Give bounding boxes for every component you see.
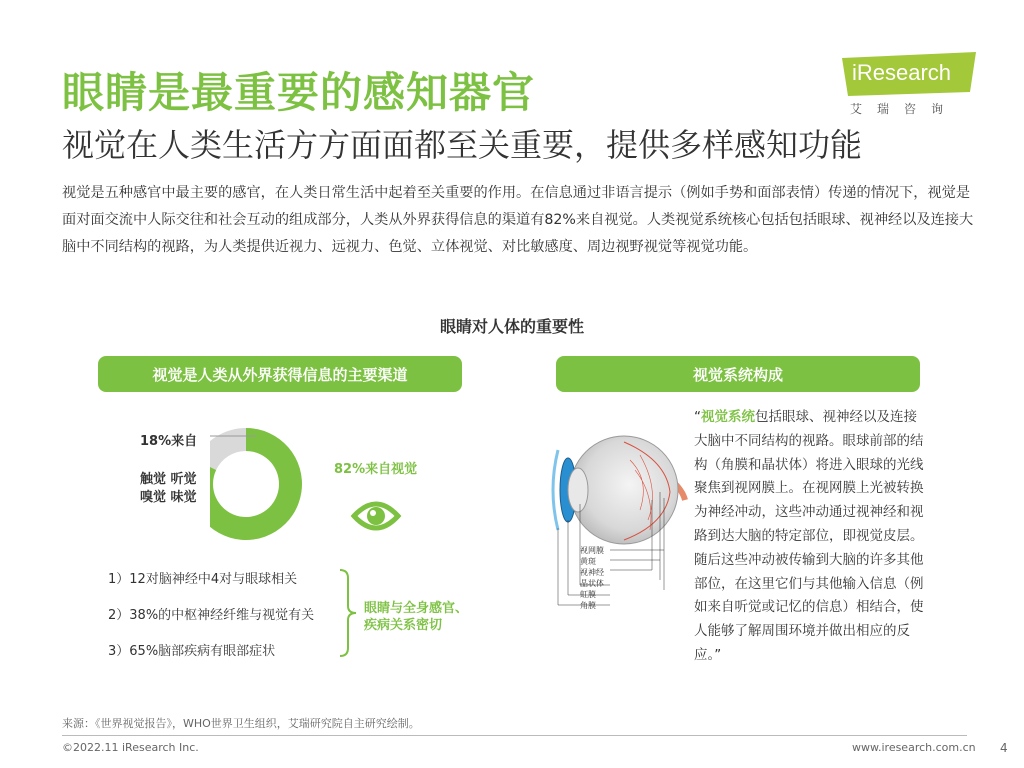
- eye-label: 视网膜: [580, 546, 604, 555]
- right-panel-heading: 视觉系统构成: [556, 356, 920, 392]
- page-number: 4: [1000, 741, 1008, 755]
- label-other-senses-pct: 18%来自: [140, 434, 198, 449]
- eye-icon: [354, 504, 398, 528]
- eye-label: 黄斑: [580, 557, 596, 566]
- donut-slice-other: [210, 428, 246, 470]
- footer-divider: [62, 735, 967, 736]
- section-title: 眼睛对人体的重要性: [439, 317, 584, 336]
- page-title: 眼睛是最重要的感知器官: [62, 68, 536, 117]
- source-note: 来源：《世界视觉报告》，WHO世界卫生组织，艾瑞研究院自主研究绘制。: [62, 717, 420, 730]
- fact-item: 2）38%的中枢神经纤维与视觉有关: [108, 608, 315, 623]
- label-senses-line2: 嗅觉 味觉: [140, 490, 197, 505]
- website-link[interactable]: www.iresearch.com.cn: [852, 741, 976, 754]
- iresearch-logo: [840, 52, 980, 122]
- eye-label: 角膜: [580, 601, 596, 610]
- left-panel-heading: 视觉是人类从外界获得信息的主要渠道: [98, 356, 462, 392]
- fact-item: 1）12对脑神经中4对与眼球相关: [108, 572, 298, 587]
- label-senses-line1: 触觉 听觉: [140, 472, 197, 487]
- donut-group: [210, 428, 302, 540]
- relation-text-line1: 眼睛与全身感官、: [364, 601, 469, 616]
- page-subtitle: 视觉在人类生活方方面面都至关重要，提供多样感知功能: [62, 126, 863, 164]
- logo-text: iResearch: [852, 60, 952, 85]
- fact-item: 3）65%脑部疾病有眼部症状: [108, 644, 276, 659]
- brace-icon: [338, 568, 358, 658]
- visual-system-quote: [694, 406, 926, 668]
- cornea-shape: [553, 450, 558, 530]
- quote-open-mark: “: [694, 409, 701, 425]
- quote-body: 包括眼球、视神经以及连接大脑中不同结构的视路。眼球前部的结构（角膜和晶状体）将进入眼球的光线聚焦到视网膜上。在视网膜上光被转换为神经冲动，这些冲动通过视神经和视路到达大脑的特定部位，即视觉皮层。随后这些冲动被传输到大脑的许多其他部位，在这里它们与其他输入信息（例如来自听觉或记忆的信息）相结合，使人能够了解周围环境并做出相应的反应。”: [694, 409, 924, 663]
- eye-label: 虹膜: [580, 590, 596, 599]
- lens-shape: [568, 468, 588, 512]
- label-vision-pct: 82%来自视觉: [334, 462, 418, 477]
- eye-anatomy-illustration: [540, 420, 700, 620]
- donut-chart: [210, 420, 470, 550]
- logo-cn-text: 艾瑞咨询: [850, 102, 959, 116]
- intro-paragraph: 视觉是五种感官中最主要的感官，在人类日常生活中起着至关重要的作用。在信息通过非语言提示（例如手势和面部表情）传递的情况下，视觉是面对面交流中人际交往和社会互动的组成部分，人类从外界获得信息的渠道有82%来自视觉。人类视觉系统核心包括包括眼球、视神经以及连接大脑中不同结构的视路，为人类提供近视力、远视力、色觉、立体视觉、对比敏感度、周边视野视觉等视觉功能。: [62, 185, 974, 255]
- eye-label: 晶状体: [580, 579, 604, 588]
- relation-text-line2: 疾病关系密切: [364, 618, 443, 633]
- copyright-text: ©2022.11 iResearch Inc.: [62, 741, 199, 754]
- eye-label: 视神经: [580, 568, 604, 577]
- quote-highlight: 视觉系统: [701, 409, 755, 425]
